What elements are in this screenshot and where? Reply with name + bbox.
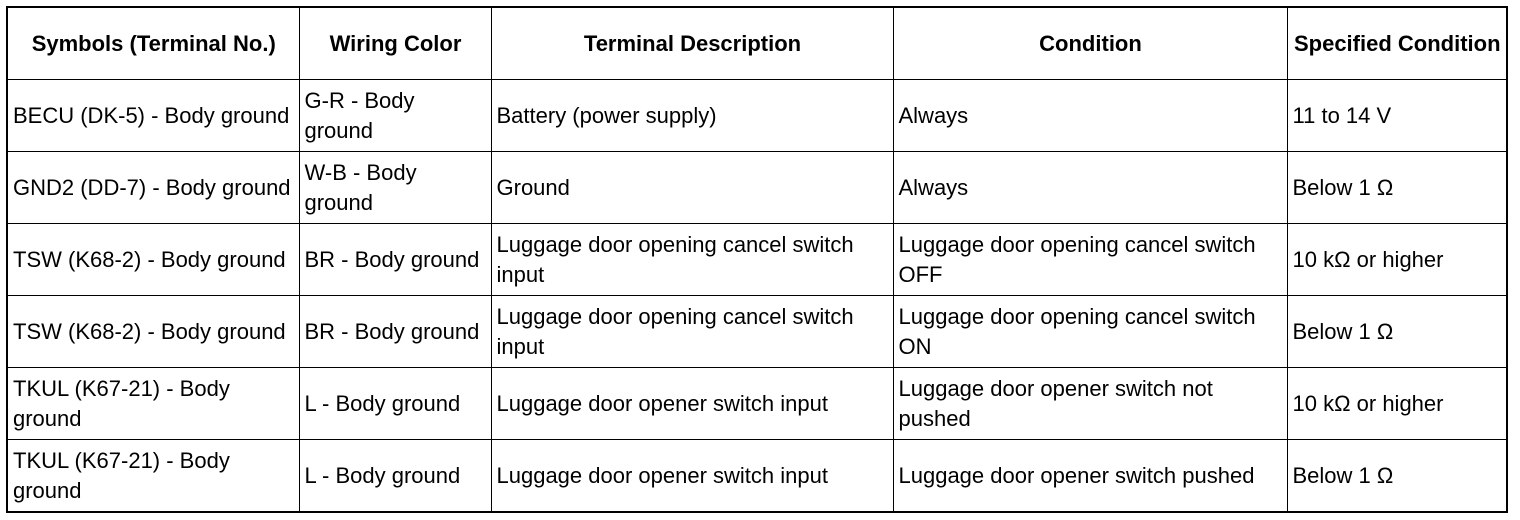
cell-specified-condition: 10 kΩ or higher xyxy=(1287,368,1507,440)
cell-condition: Always xyxy=(893,80,1287,152)
cell-terminal-description: Ground xyxy=(491,152,893,224)
header-specified-condition: Specified Condition xyxy=(1287,7,1507,80)
table-row xyxy=(7,80,1507,152)
cell-specified-condition: Below 1 Ω xyxy=(1287,296,1507,368)
header-wiring-color: Wiring Color xyxy=(299,7,491,80)
table-row xyxy=(7,296,1507,368)
table-row xyxy=(7,224,1507,296)
cell-specified-condition: 11 to 14 V xyxy=(1287,80,1507,152)
cell-condition: Always xyxy=(893,152,1287,224)
cell-wiring-color: BR - Body ground xyxy=(299,296,491,368)
cell-wiring-color: L - Body ground xyxy=(299,368,491,440)
table-row xyxy=(7,440,1507,513)
cell-terminal-description: Luggage door opening cancel switch input xyxy=(491,296,893,368)
cell-symbols: TKUL (K67-21) - Body ground xyxy=(7,368,299,440)
terminal-spec-table xyxy=(6,6,1508,513)
cell-wiring-color: W-B - Body ground xyxy=(299,152,491,224)
cell-terminal-description: Luggage door opener switch input xyxy=(491,440,893,513)
cell-specified-condition: Below 1 Ω xyxy=(1287,152,1507,224)
cell-condition: Luggage door opening cancel switch ON xyxy=(893,296,1287,368)
cell-terminal-description: Battery (power supply) xyxy=(491,80,893,152)
cell-condition: Luggage door opener switch pushed xyxy=(893,440,1287,513)
header-terminal-description: Terminal Description xyxy=(491,7,893,80)
header-row xyxy=(7,7,1507,80)
cell-symbols: TSW (K68-2) - Body ground xyxy=(7,224,299,296)
cell-specified-condition: Below 1 Ω xyxy=(1287,440,1507,513)
cell-specified-condition: 10 kΩ or higher xyxy=(1287,224,1507,296)
cell-wiring-color: G-R - Body ground xyxy=(299,80,491,152)
cell-terminal-description: Luggage door opening cancel switch input xyxy=(491,224,893,296)
cell-symbols: TSW (K68-2) - Body ground xyxy=(7,296,299,368)
table-row xyxy=(7,368,1507,440)
cell-terminal-description: Luggage door opener switch input xyxy=(491,368,893,440)
cell-wiring-color: L - Body ground xyxy=(299,440,491,513)
header-symbols: Symbols (Terminal No.) xyxy=(7,7,299,80)
cell-symbols: GND2 (DD-7) - Body ground xyxy=(7,152,299,224)
cell-condition: Luggage door opening cancel switch OFF xyxy=(893,224,1287,296)
cell-condition: Luggage door opener switch not pushed xyxy=(893,368,1287,440)
cell-symbols: BECU (DK-5) - Body ground xyxy=(7,80,299,152)
header-condition: Condition xyxy=(893,7,1287,80)
cell-wiring-color: BR - Body ground xyxy=(299,224,491,296)
table-row xyxy=(7,152,1507,224)
cell-symbols: TKUL (K67-21) - Body ground xyxy=(7,440,299,513)
